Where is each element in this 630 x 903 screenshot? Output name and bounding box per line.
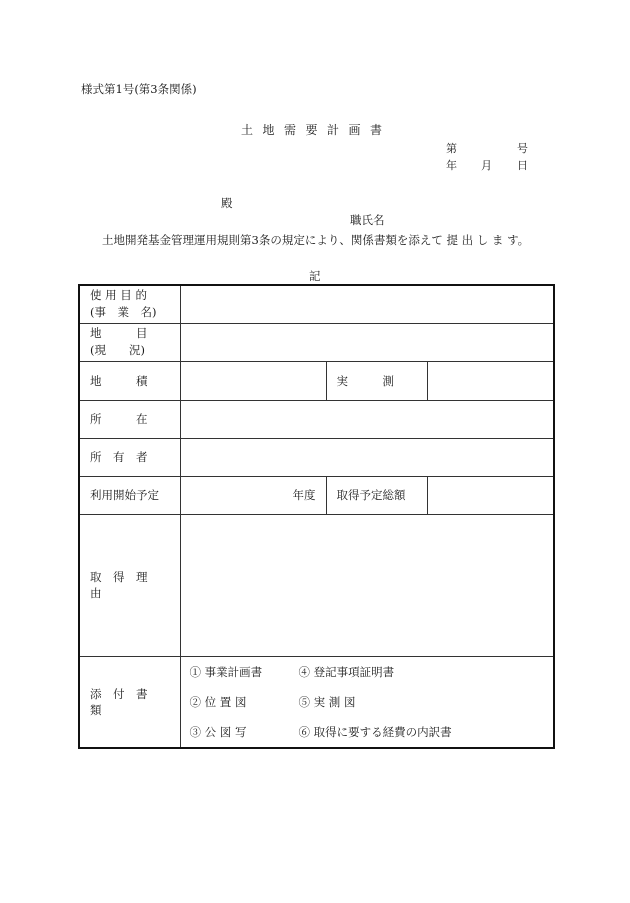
start-label: 利用開始予定 — [79, 476, 180, 514]
attachment-1: ① 事業計画書 — [189, 664, 263, 679]
date-month: 月 — [481, 159, 492, 172]
attachment-5: ⑤ 実 測 図 — [298, 694, 356, 709]
ki-label: 記 — [309, 269, 321, 283]
survey-label: 実 測 — [326, 361, 427, 400]
intro-text: 土地開発基金管理運用規則第3条の規定により、関係書類を添えて 提 出 し ま す。 — [102, 233, 530, 247]
table-row — [79, 514, 554, 656]
submitter-title-name: 職氏名 — [350, 213, 385, 227]
start-fiscal-year-field[interactable] — [180, 476, 326, 514]
addressee: 殿 — [221, 196, 233, 210]
list-item — [190, 687, 554, 717]
attachment-4: ④ 登記事項証明書 — [298, 664, 395, 679]
table-row — [79, 323, 554, 361]
application-form-table — [78, 284, 555, 749]
doc-number-prefix: 第 — [446, 142, 457, 155]
land-category-label — [79, 323, 180, 361]
owner-field[interactable] — [180, 438, 554, 476]
acquisition-amount-label: 取得予定総額 — [326, 476, 427, 514]
location-field[interactable] — [180, 400, 554, 438]
nendo-label: 年度 — [292, 488, 316, 502]
land-category-field[interactable] — [180, 323, 554, 361]
date-year: 年 — [446, 159, 457, 172]
form-number: 様式第1号(第3条関係) — [81, 82, 197, 96]
table-row — [79, 438, 554, 476]
purpose-field[interactable] — [180, 285, 554, 323]
document-title: 土地需要計画書 — [241, 123, 392, 137]
land-category-line2: (現 況) — [90, 343, 145, 357]
owner-label: 所 有 者 — [79, 438, 180, 476]
reason-field[interactable] — [180, 514, 554, 656]
doc-number-suffix: 号 — [517, 142, 528, 155]
attachment-2: ② 位 置 図 — [189, 694, 247, 709]
attachment-3: ③ 公 図 写 — [189, 724, 247, 739]
table-row — [79, 476, 554, 514]
acquisition-amount-field[interactable] — [427, 476, 554, 514]
table-row — [79, 400, 554, 438]
purpose-label — [79, 285, 180, 323]
list-item — [190, 657, 554, 687]
reason-label: 取 得 理 由 — [79, 514, 180, 656]
location-label: 所 在 — [79, 400, 180, 438]
attachments-list — [180, 656, 554, 748]
date-day: 日 — [517, 159, 528, 172]
area-label: 地 積 — [79, 361, 180, 400]
list-item — [190, 717, 554, 747]
purpose-label-line1: 使 用 目 的 — [90, 288, 147, 303]
table-row — [79, 285, 554, 323]
attachments-label: 添 付 書 類 — [79, 656, 180, 748]
table-row — [79, 656, 554, 748]
attachment-6: ⑥ 取得に要する経費の内訳書 — [298, 724, 452, 739]
survey-field[interactable] — [427, 361, 554, 400]
purpose-label-line2: (事 業 名) — [90, 305, 157, 320]
land-category-line1: 地 目 — [90, 326, 148, 340]
table-row — [79, 361, 554, 400]
area-field[interactable] — [180, 361, 326, 400]
